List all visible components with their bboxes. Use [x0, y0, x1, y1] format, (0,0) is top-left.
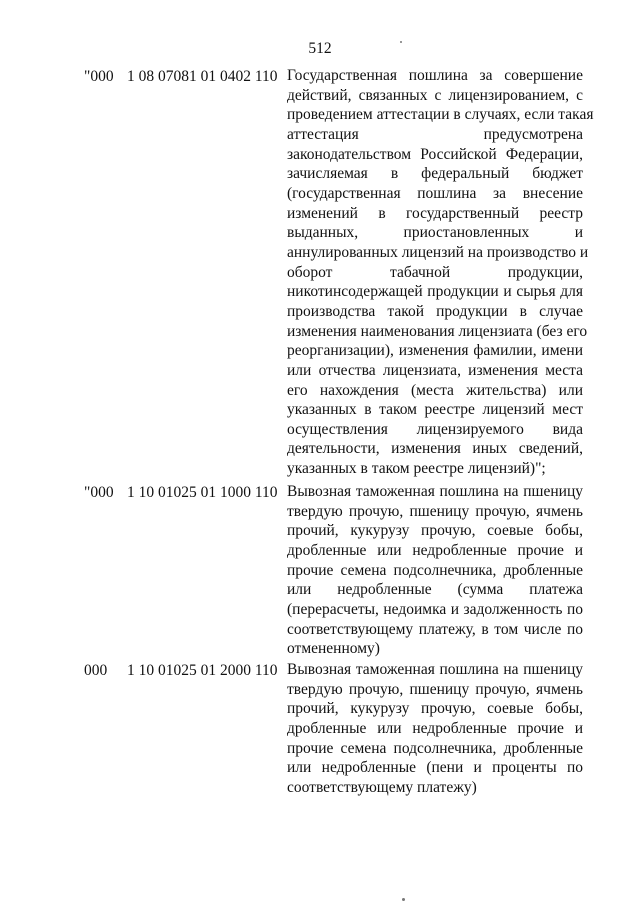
- description-line: аттестация предусмотрена: [287, 125, 583, 143]
- description-line: оборот табачной продукции,: [287, 263, 583, 281]
- row-description: [287, 66, 594, 479]
- description-line: прочий, кукурузу прочую, соевые бобы,: [287, 700, 583, 718]
- page-number: 512: [308, 40, 332, 57]
- description-line: никотинсодержащей продукции и сырья для: [287, 283, 583, 301]
- description-line: законодательством Российской Федерации,: [287, 145, 583, 163]
- description-line: (перерасчеты, недоимка и задолженность по: [287, 600, 583, 618]
- description-line: изменений в государственный реестр: [287, 204, 583, 222]
- description-line: прочий, кукурузу прочую, соевые бобы,: [287, 522, 583, 540]
- description-line: действий, связанных с лицензированием, с: [287, 86, 583, 104]
- description-line: дробленные или недробленные прочие и: [287, 719, 583, 737]
- description-line: твердую прочую, пшеницу прочую, ячмень: [287, 502, 583, 520]
- description-line: выданных, приостановленных и: [287, 224, 583, 242]
- description-line: или недробленные (сумма платежа: [287, 581, 583, 599]
- row-description: [287, 482, 583, 659]
- description-line: Вывозная таможенная пошлина на пшеницу: [287, 483, 583, 500]
- description-line: Государственная пошлина за совершение: [287, 67, 583, 84]
- row-description: [287, 660, 583, 798]
- description-line: твердую прочую, пшеницу прочую, ячмень: [287, 680, 583, 698]
- scan-speck: [402, 898, 405, 901]
- admin-code: "000: [84, 484, 114, 501]
- kbk-code: 1 10 01025 01 1000 110: [127, 484, 278, 501]
- description-line: изменения наименования лицензиата (без его: [287, 322, 588, 340]
- description-line: соответствующему платежу, в том числе по: [287, 620, 583, 638]
- admin-code: 000: [84, 662, 108, 679]
- description-line: реорганизации), изменения фамилии, имени: [287, 342, 583, 360]
- scan-speck: [400, 41, 402, 43]
- kbk-code: 1 10 01025 01 2000 110: [127, 662, 278, 679]
- description-line: проведением аттестации в случаях, если такая: [287, 106, 594, 124]
- description-line: его нахождения (места жительства) или: [287, 381, 583, 399]
- description-line: указанных в таком реестре лицензий мест: [287, 401, 583, 419]
- description-line: прочие семена подсолнечника, дробленные: [287, 561, 583, 579]
- description-line: осуществления лицензируемого вида: [287, 420, 583, 438]
- description-line: Вывозная таможенная пошлина на пшеницу: [287, 661, 583, 678]
- description-line: прочие семена подсолнечника, дробленные: [287, 739, 583, 757]
- description-line: дробленные или недробленные прочие и: [287, 541, 583, 559]
- description-line: отмененному): [287, 640, 380, 658]
- description-line: или недробленные (пени и проценты по: [287, 759, 583, 777]
- kbk-code: 1 08 07081 01 0402 110: [127, 68, 278, 85]
- description-line: деятельности, изменения иных сведений,: [287, 440, 583, 458]
- description-line: или отчества лицензиата, изменения места: [287, 361, 583, 379]
- description-line: соответствующему платежу): [287, 778, 477, 796]
- description-line: зачисляемая в федеральный бюджет: [287, 165, 583, 183]
- description-line: (государственная пошлина за внесение: [287, 184, 583, 202]
- description-line: указанных в таком реестре лицензий)";: [287, 460, 546, 478]
- admin-code: "000: [84, 68, 114, 85]
- description-line: производства такой продукции в случае: [287, 302, 583, 320]
- description-line: аннулированных лицензий на производство и: [287, 243, 589, 261]
